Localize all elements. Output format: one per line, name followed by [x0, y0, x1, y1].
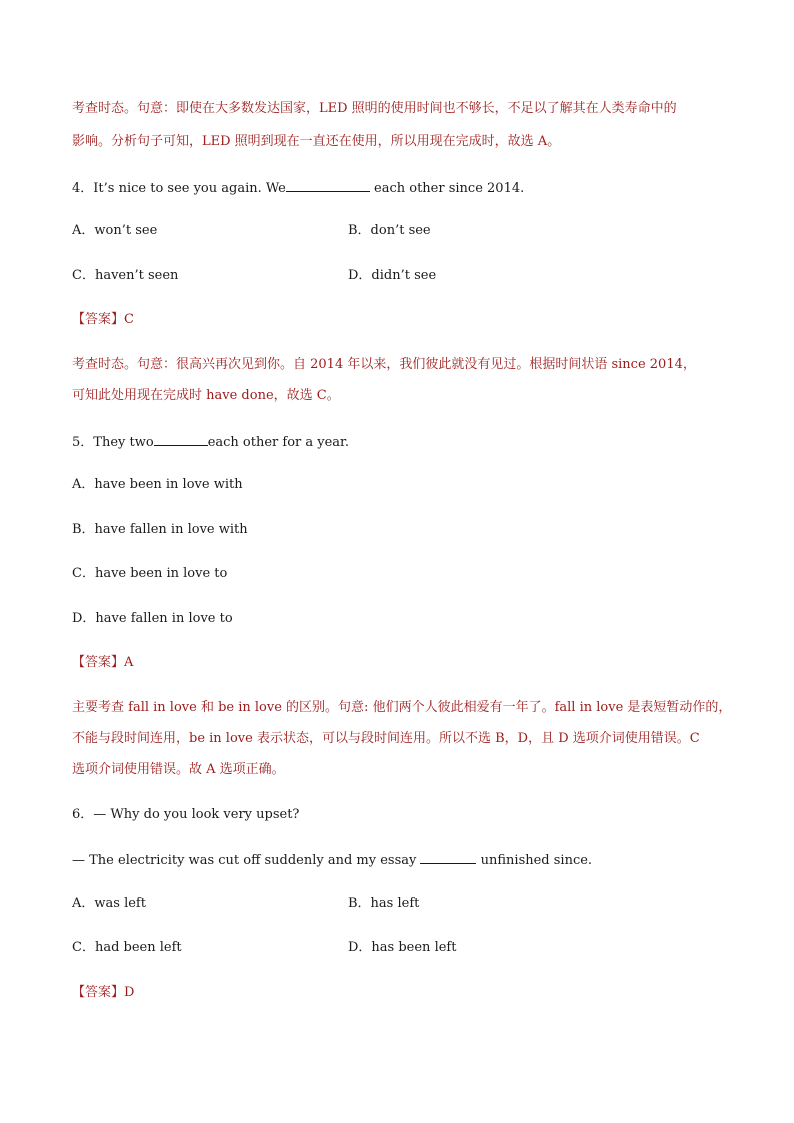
q6-options-row1 [72, 895, 722, 913]
q4-answer-label: 【答案】 [72, 312, 125, 327]
q6-line2-before: — The electricity was cut off suddenly and my essay [72, 853, 421, 868]
q6-line1-text: — Why do you look very upset? [93, 807, 300, 822]
q5-answer-label: 【答案】 [72, 655, 125, 670]
q6-option-c: C．had been left [72, 940, 182, 955]
q6-line1 [72, 806, 299, 824]
q4-option-c: C．haven’t seen [72, 268, 179, 283]
q3-explanation-line1: 考查时态。句意：即使在大多数发达国家，LED 照明的使用时间也不够长，不足以了解其在人类寿命中的 [72, 101, 677, 116]
q5-explanation-line2: 不能与段时间连用，be in love 表示状态，可以与段时间连用。所以不选 B，D，且 D 选项介词使用错误。C [72, 731, 700, 746]
q3-explanation-line2: 影响。分析句子可知，LED 照明到现在一直还在使用，所以用现在完成时，故选 A。 [72, 134, 561, 149]
q6-option-a: A．was left [72, 896, 146, 911]
q4-option-b: B．don’t see [348, 223, 431, 238]
q5-option-b: B．have fallen in love with [72, 522, 248, 537]
q6-line2-after: unfinished since. [476, 853, 593, 868]
q5-number: 5． [72, 435, 94, 450]
q4-options-row1 [72, 222, 722, 240]
q5-explanation-line3: 选项介词使用错误。故 A 选项正确。 [72, 762, 285, 777]
q4-option-d: D．didn’t see [348, 268, 437, 283]
q5-option-d: D．have fallen in love to [72, 611, 233, 626]
q4-answer [72, 311, 134, 329]
q4-stem-before: It’s nice to see you again. We [93, 181, 286, 196]
q4-stem [72, 178, 524, 198]
q5-answer [72, 654, 133, 672]
q4-blank [286, 178, 370, 192]
q6-answer-value: D [124, 985, 135, 1000]
q4-answer-value: C [124, 312, 134, 327]
q6-option-b: B．has left [348, 896, 420, 911]
q6-number: 6． [72, 807, 94, 822]
q5-option-a: A．have been in love with [72, 477, 243, 492]
q4-explanation-line2: 可知此处用现在完成时 have done，故选 C。 [72, 388, 340, 403]
q4-number: 4． [72, 181, 94, 196]
document-page [72, 0, 732, 1123]
q6-options-row2 [72, 939, 722, 957]
q6-answer [72, 984, 134, 1002]
q4-option-a: A．won’t see [72, 223, 158, 238]
q6-line2 [72, 850, 592, 870]
q6-answer-label: 【答案】 [72, 985, 125, 1000]
q5-stem-before: They two [93, 435, 154, 450]
q4-options-row2 [72, 267, 722, 285]
q5-explanation-line1: 主要考查 fall in love 和 be in love 的区别。句意: 他们两个人彼此相爱有一年了。fall in love 是表短暂动作的， [72, 700, 732, 715]
q4-stem-after: each other since 2014. [369, 181, 525, 196]
q6-blank [420, 850, 476, 864]
q5-answer-value: A [124, 655, 134, 670]
q5-stem-after: each other for a year. [207, 435, 349, 450]
q4-explanation-line1: 考查时态。句意：很高兴再次见到你。自 2014 年以来，我们彼此就没有见过。根据时间状语 since 2014， [72, 357, 696, 372]
q5-stem [72, 432, 349, 452]
q5-option-c: C．have been in love to [72, 566, 228, 581]
q5-blank [154, 432, 208, 446]
q6-option-d: D．has been left [348, 940, 457, 955]
